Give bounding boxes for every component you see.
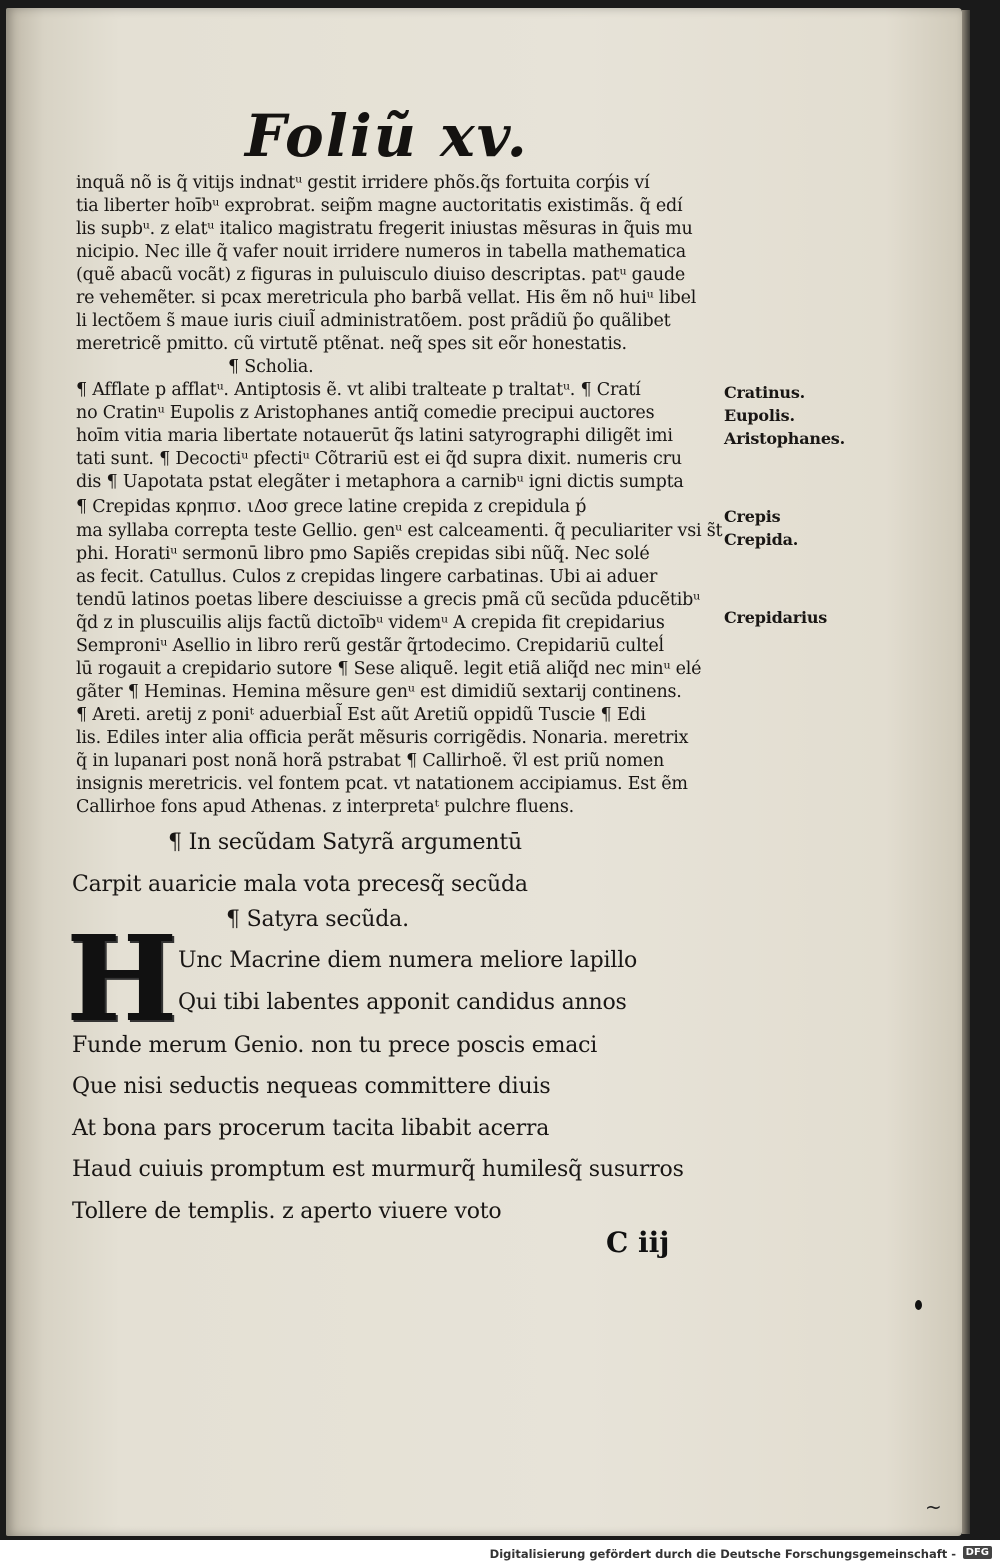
commentary-line: li lectõem s̃ maue iuris ciuil̃ administratõem. post prãdiũ p̃o quãlibet	[76, 311, 671, 331]
decorated-initial: H	[66, 909, 178, 1048]
commentary-line: lis supbᵘ. z elatᵘ italico magistratu fregerit iniustas mẽsuras in q̃uis mu	[76, 219, 693, 239]
folio-header: Foliũ xv.	[245, 102, 529, 170]
page-edge-shadow	[962, 10, 970, 1534]
scholia-line: Semproniᵘ Asellio in libro rerũ gestãr q̃rtodecimo. Crepidariū culteĺ	[76, 636, 664, 656]
scholia-line: insignis meretricis. vel fontem pcat. vt natationem accipiamus. Est ẽm	[76, 774, 688, 794]
verse-line: Haud cuiuis promptum est murmurq̃ humilesq̃ susurros	[72, 1157, 684, 1182]
scholia-line: lis. Ediles inter alia officia perãt mẽsuris corrigẽdis. Nonaria. meretrix	[76, 728, 689, 748]
commentary-line: meretricẽ pmitto. cũ virtutẽ ptẽnat. neq̃ spes sit eõr honestatis.	[76, 334, 627, 354]
verse-line: Funde merum Genio. non tu prece poscis emaci	[72, 1033, 598, 1058]
scholia-line: as fecit. Catullus. Culos z crepidas lingere carbatinas. Ubi ai aduer	[76, 567, 658, 587]
funding-credit: Digitalisierung gefördert durch die Deutsche Forschungsgemeinschaft -	[489, 1547, 956, 1561]
scholia-line: tati sunt. ¶ Decoctiᵘ pfectiᵘ Cõtrariū est ei q̃d supra dixit. numeris cru	[76, 449, 682, 469]
scholia-line: Callirhoe fons apud Athenas. z interpretaᵗ pulchre fluens.	[76, 797, 575, 817]
signature-mark: C iij	[606, 1226, 670, 1259]
commentary-line: tia liberter hoībᵘ exprobrat. seip̃m magne auctoritatis existimãs. q̃ edí	[76, 196, 683, 216]
corner-pencil-mark: ~	[925, 1495, 942, 1519]
scholia-line: ma syllaba correpta teste Gellio. genᵘ est calceamenti. q̃ peculiariter vsi s̃t	[76, 521, 723, 541]
margin-note: Crepis	[724, 507, 781, 526]
scholia-line: dis ¶ Uapotata pstat elegãter i metaphora a carnibᵘ igni dictis sumpta	[76, 472, 684, 492]
dfg-logo: DFG	[963, 1546, 992, 1559]
margin-note: Cratinus.	[724, 383, 806, 402]
margin-note: Aristophanes.	[724, 429, 845, 448]
scholia-heading: ¶ Scholia.	[228, 357, 314, 377]
ink-spot	[915, 1300, 922, 1310]
margin-note: Eupolis.	[724, 406, 795, 425]
verse-line: At bona pars procerum tacita libabit acerra	[72, 1116, 550, 1141]
verse-line: Tollere de templis. z aperto viuere voto	[72, 1199, 502, 1224]
scholia-line: phi. Horatiᵘ sermonū libro pmo Sapiẽs crepidas sibi nũq̃. Nec solé	[76, 544, 650, 564]
scholia-line: no Cratinᵘ Eupolis z Aristophanes antiq̃ comedie precipui auctores	[76, 403, 655, 423]
satire-heading: ¶ Satyra secũda.	[226, 907, 409, 932]
commentary-line: (quẽ abacũ vocãt) z figuras in puluisculo diuiso descriptas. patᵘ gaude	[76, 265, 686, 285]
scholia-line: tendū latinos poetas libere desciuisse a grecis pmã cũ secũda pducẽtibᵘ	[76, 590, 700, 610]
commentary-line: re vehemẽter. si pcax meretricula pho barbã vellat. His ẽm nõ huiᵘ libel	[76, 288, 697, 308]
argument-line: Carpit auaricie mala vota precesq̃ secũda	[72, 872, 528, 897]
scholia-line: q̃ in lupanari post nonã horã pstrabat ¶ Callirhoẽ. ṽl est priũ nomen	[76, 751, 665, 771]
commentary-line: inquã nõ is q̃ vitijs indnatᵘ gestit irridere phõs.q̃s fortuita corṕis ví	[76, 173, 650, 193]
scholia-line: ¶ Areti. aretij z poniᵗ aduerbial̃ Est aũt Aretiũ oppidũ Tuscie ¶ Edi	[76, 705, 646, 725]
scholia-line: lū rogauit a crepidario sutore ¶ Sese aliquẽ. legit etiã aliq̃d nec minᵘ elé	[76, 659, 702, 679]
argument-heading: ¶ In secũdam Satyrã argumentū	[168, 830, 522, 855]
margin-note: Crepida.	[724, 530, 799, 549]
scholia-line: gãter ¶ Heminas. Hemina mẽsure genᵘ est dimidiũ sextarij continens.	[76, 682, 682, 702]
verse-line: Qui tibi labentes apponit candidus annos	[178, 990, 627, 1015]
margin-note: Crepidarius	[724, 608, 828, 627]
commentary-line: nicipio. Nec ille q̃ vafer nouit irridere numeros in tabella mathematica	[76, 242, 687, 262]
scholia-line: ¶ Afflate p afflatᵘ. Antiptosis ẽ. vt alibi tralteate p traltatᵘ. ¶ Cratí	[76, 380, 641, 400]
verse-line: Unc Macrine diem numera meliore lapillo	[178, 948, 638, 973]
scholia-line: q̃d z in pluscuilis alijs factũ dictoībᵘ videmᵘ A crepida fit crepidarius	[76, 613, 665, 633]
scholia-line: hoīm vitia maria libertate notauerūt q̃s latini satyrographi diligẽt imi	[76, 426, 673, 446]
scholia-line: ¶ Crepidas κρηπισ. ιΔοσ grece latine crepida z crepidula ṕ	[76, 497, 587, 517]
verse-line: Que nisi seductis nequeas committere diuis	[72, 1074, 551, 1099]
